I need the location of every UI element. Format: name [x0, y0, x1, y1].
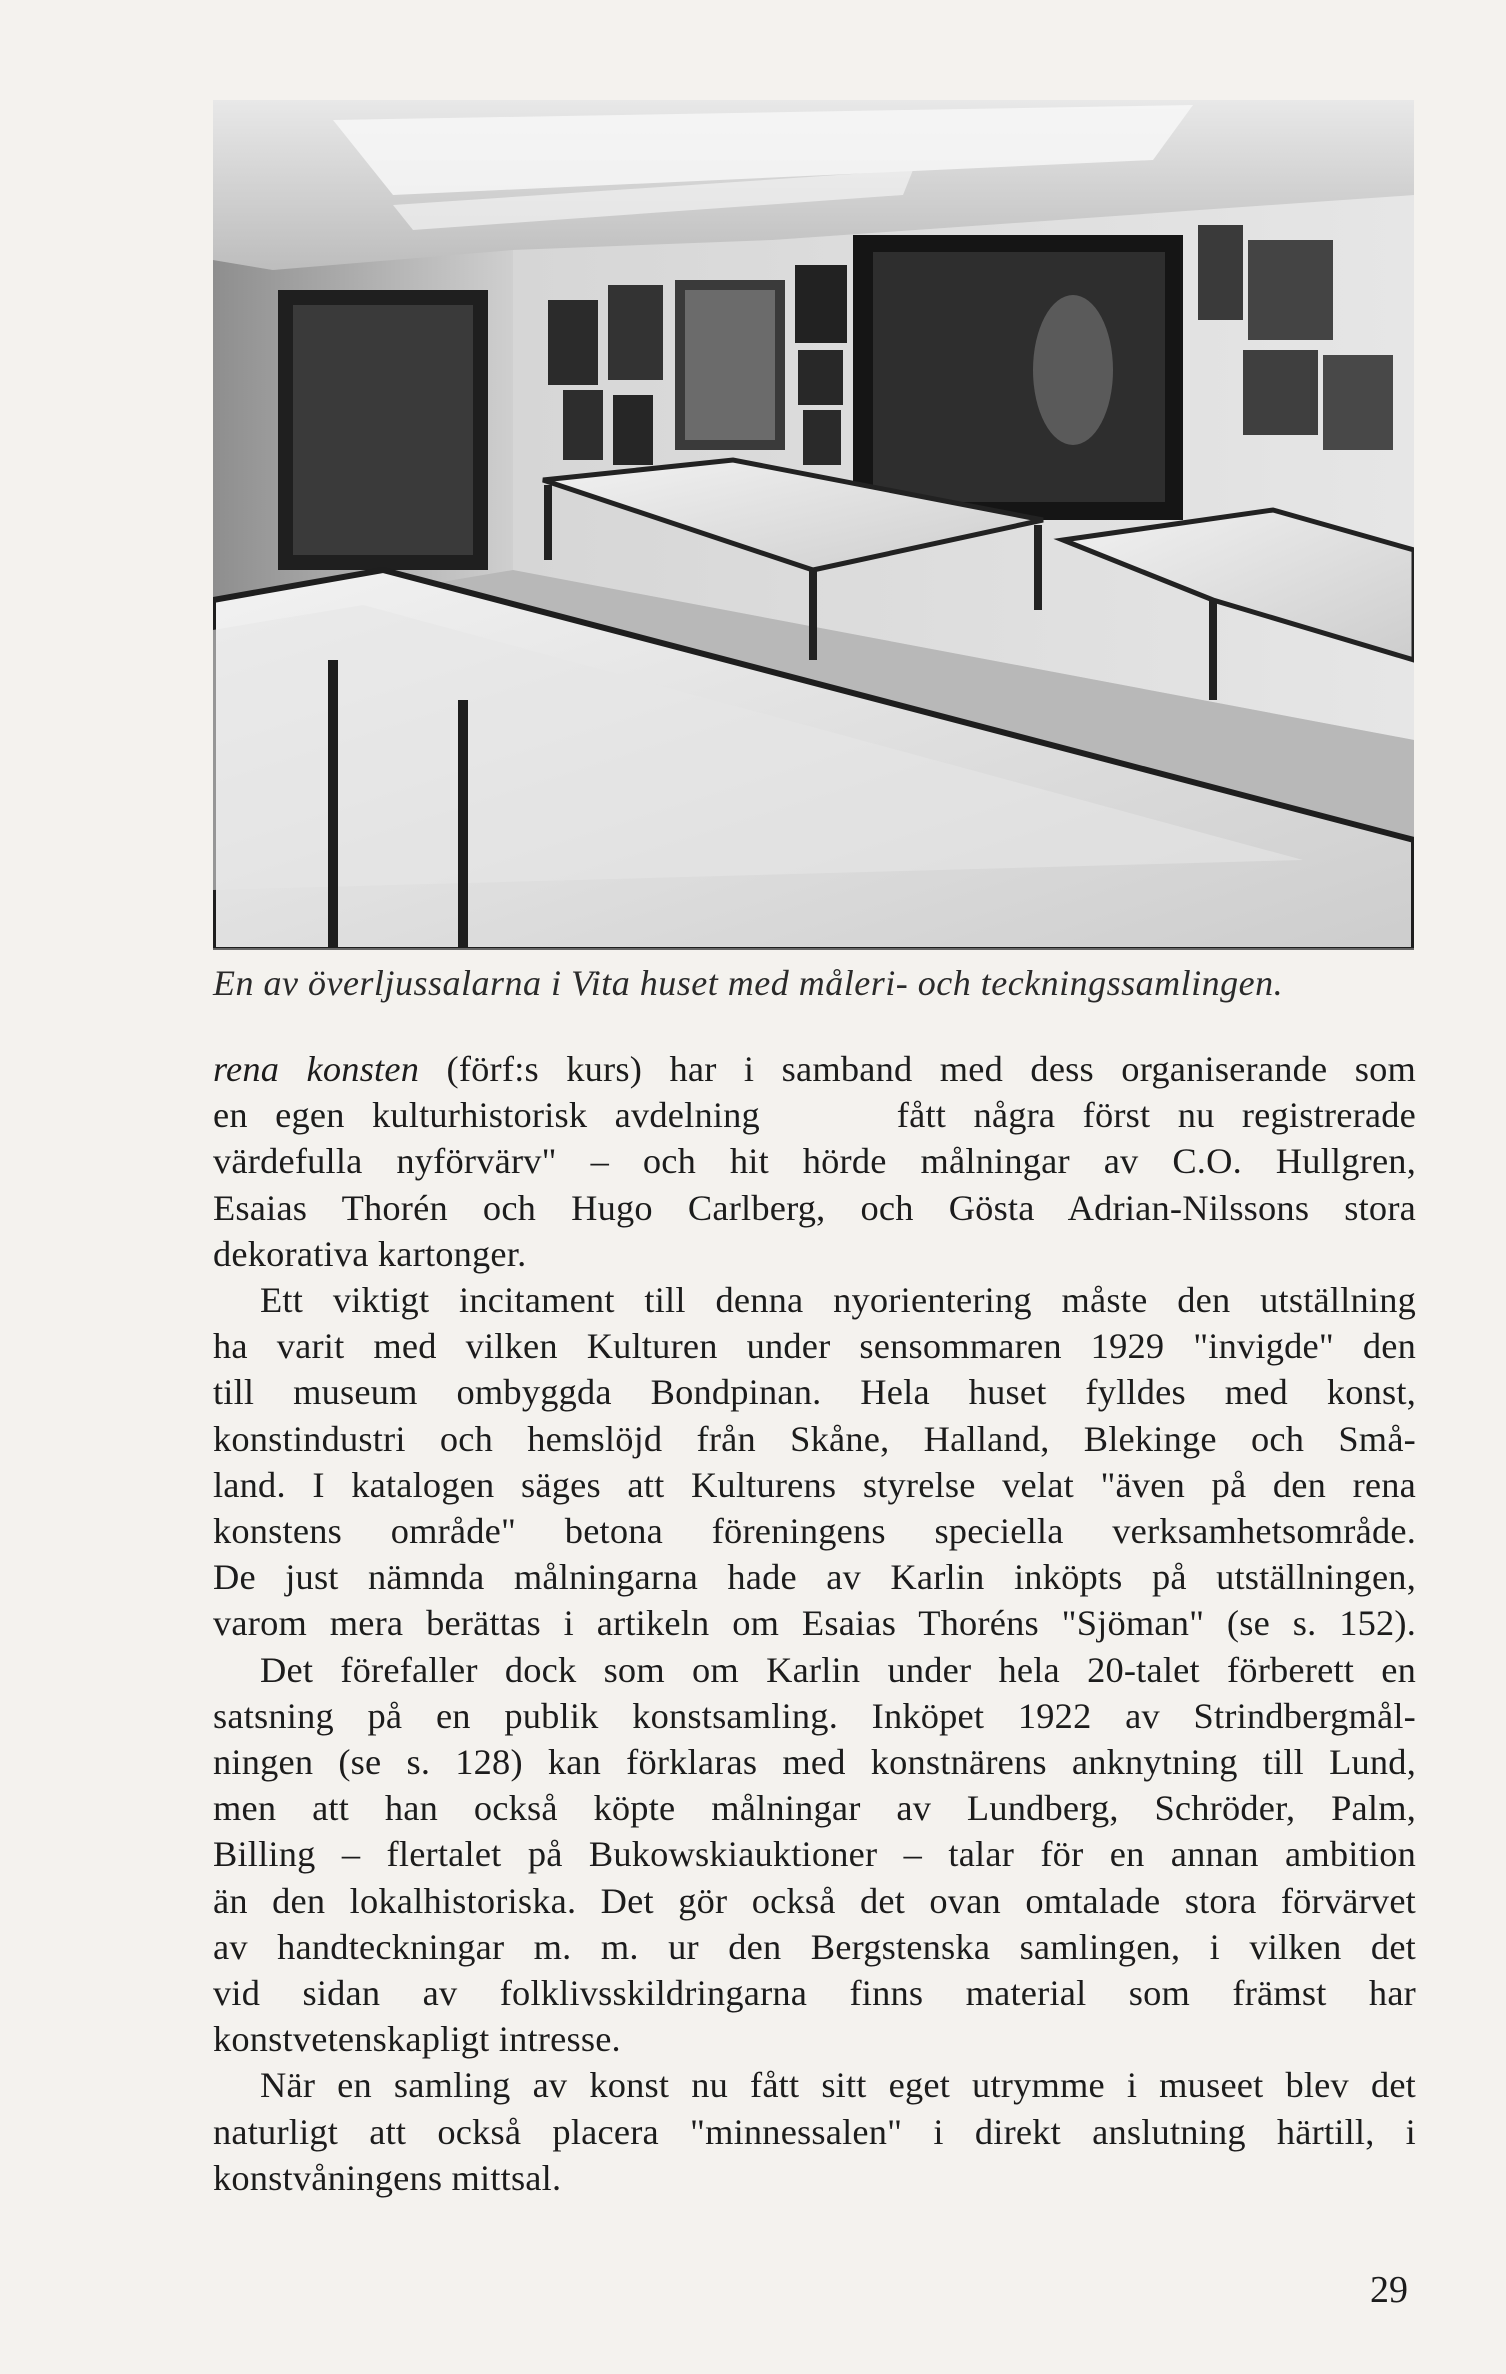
text-line: vid sidan av folklivsskildringarna finns material som främst har: [213, 1973, 1416, 2014]
painting-small-7: [803, 410, 841, 465]
text-line: När en samling av konst nu fått sitt eget utrymme i museet blev det: [260, 2065, 1416, 2106]
text-line: en egen kulturhistorisk avdelning fått några först nu registrerade: [213, 1095, 1416, 1136]
text-line: land. I katalogen säges att Kulturens styrelse velat "även på den rena: [213, 1464, 1416, 1505]
paragraph-1: [213, 1046, 1416, 1277]
painting-figure: [1033, 295, 1113, 445]
body-text: [213, 1046, 1416, 2201]
text-line: Esaias Thorén och Hugo Carlberg, och Gösta Adrian-Nilssons stora: [213, 1187, 1416, 1228]
painting-small-2: [608, 285, 663, 380]
paragraph-4: [213, 2062, 1416, 2201]
gallery-photo-drawing: [213, 100, 1414, 950]
text-line: konstvåningens mittsal.: [213, 2157, 562, 2198]
text-line: naturligt att också placera "minnessalen" i direkt anslutning härtill, i: [213, 2111, 1416, 2152]
text-line: rena konsten (förf:s kurs) har i samband med dess organiserande som: [213, 1049, 1417, 1089]
painting-small-3: [563, 390, 603, 460]
painting-large-left-canvas: [293, 305, 473, 555]
gallery-photograph: [213, 100, 1414, 950]
paragraph-2: [213, 1277, 1416, 1647]
page-number: 29: [1370, 2269, 1408, 2311]
text-line: Det förefaller dock som om Karlin under hela 20-talet förberett en: [260, 1649, 1416, 1690]
text-line: värdefulla nyförvärv" – och hit hörde målningar av C.O. Hullgren,: [213, 1141, 1416, 1182]
painting-large-right-canvas: [873, 252, 1165, 502]
text-line: än den lokalhistoriska. Det gör också det ovan omtalade stora förvärvet: [213, 1880, 1416, 1921]
text-line: av handteckningar m. m. ur den Bergstenska samlingen, i vilken det: [213, 1926, 1416, 1967]
painting-right-top: [1198, 225, 1243, 320]
painting-small-1: [548, 300, 598, 385]
text-line: De just nämnda målningarna hade av Karlin inköpts på utställningen,: [213, 1557, 1416, 1598]
text-line: Billing – flertalet på Bukowskiauktioner – talar för en annan ambition: [213, 1834, 1416, 1875]
painting-right-3: [1243, 350, 1318, 435]
painting-small-4: [613, 395, 653, 465]
paragraph-3: [213, 1647, 1416, 2063]
emphasis: rena konsten: [213, 1049, 420, 1089]
text-line: dekorativa kartonger.: [213, 1233, 527, 1274]
painting-small-5: [795, 265, 847, 343]
text-line: till museum ombyggda Bondpinan. Hela huset fylldes med konst,: [213, 1372, 1416, 1413]
text-line: men att han också köpte målningar av Lundberg, Schröder, Palm,: [213, 1788, 1416, 1829]
text-line: varom mera berättas i artikeln om Esaias Thoréns "Sjöman" (se s. 152).: [213, 1603, 1416, 1644]
text-line: ha varit med vilken Kulturen under sensommaren 1929 "invigde" den: [213, 1326, 1416, 1367]
text-line: konstindustri och hemslöjd från Skåne, Halland, Blekinge och Små-: [213, 1418, 1416, 1459]
painting-medium-canvas: [685, 290, 775, 440]
text-line: Ett viktigt incitament till denna nyorientering måste den utställning: [260, 1280, 1416, 1321]
painting-small-6: [798, 350, 843, 405]
text-line: satsning på en publik konstsamling. Inköpet 1922 av Strindbergmål-: [213, 1695, 1416, 1736]
painting-right-4: [1323, 355, 1393, 450]
figure-caption: En av överljussalarna i Vita huset med måleri- och teckningssamlingen.: [213, 963, 1284, 1003]
text-line: ningen (se s. 128) kan förklaras med konstnärens anknytning till Lund,: [213, 1742, 1416, 1783]
text-line: konstens område" betona föreningens speciella verksamhetsområde.: [213, 1511, 1416, 1552]
text-line: konstvetenskapligt intresse.: [213, 2019, 621, 2060]
painting-right-2: [1248, 240, 1333, 340]
